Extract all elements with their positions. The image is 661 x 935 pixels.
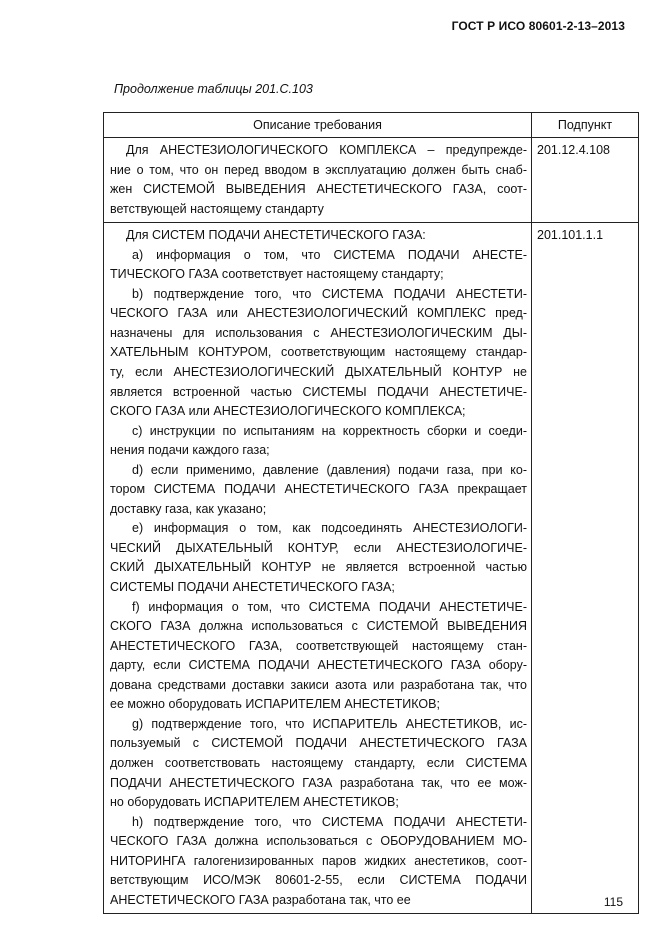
requirement-text-line: является встроенной частью СИСТЕМЫ ПОДАЧИ АНЕСТЕТИЧЕ-: [110, 384, 527, 399]
requirement-text-line: назначены для использования с АНЕСТЕЗИОЛОГИЧЕСКИМ ДЫ-: [110, 325, 527, 340]
requirement-text-line: должен соответствовать настоящему стандарту, если СИСТЕМА: [110, 755, 527, 770]
requirement-text-line: ХАТЕЛЬНЫМ КОНТУРОМ, соответствующим настоящему стандар-: [110, 345, 527, 360]
table-header-row: [104, 113, 639, 138]
requirement-text-line: но оборудовать ИСПАРИТЕЛЕМ АНЕСТЕТИКОВ;: [110, 795, 399, 810]
requirement-text-line: c) инструкции по испытаниям на корректность сборки и соеди-: [132, 423, 527, 438]
requirement-text-line: жен СИСТЕМОЙ ВЫВЕДЕНИЯ АНЕСТЕТИЧЕСКОГО ГАЗА, соот-: [110, 182, 527, 197]
requirement-text-line: ее можно оборудовать ИСПАРИТЕЛЕМ АНЕСТЕТИКОВ;: [110, 697, 440, 712]
requirement-text-line: ЧЕСКИЙ ДЫХАТЕЛЬНЫЙ КОНТУР, если АНЕСТЕЗИОЛОГИЧЕ-: [110, 540, 527, 555]
requirement-text-line: нения подачи каждого газа;: [110, 443, 270, 458]
requirement-description-cell: [104, 223, 532, 914]
clause-cell: [532, 223, 639, 914]
requirement-description-cell: [104, 138, 532, 223]
requirement-text-line: ПОДАЧИ АНЕСТЕТИЧЕСКОГО ГАЗА разработана так, что ее мож-: [110, 775, 527, 790]
requirement-text-line: ветствующей настоящему стандарту: [110, 201, 324, 216]
requirement-text-line: Для СИСТЕМ ПОДАЧИ АНЕСТЕТИЧЕСКОГО ГАЗА:: [126, 228, 426, 243]
column-header-description: Описание требования: [104, 113, 532, 138]
column-header-clause: Подпункт: [532, 113, 639, 138]
requirement-text-line: g) подтверждение того, что ИСПАРИТЕЛЬ АНЕСТЕТИКОВ, ис-: [132, 716, 527, 731]
requirement-text-line: дарту, если СИСТЕМА ПОДАЧИ АНЕСТЕТИЧЕСКОГО ГАЗА обору-: [110, 658, 527, 673]
requirement-text-line: НИТОРИНГА галогенизированных паров жидких анестетиков, соот-: [110, 853, 527, 868]
requirement-text-line: АНЕСТЕТИЧЕСКОГО ГАЗА, соответствующей настоящему стан-: [110, 638, 527, 653]
requirement-text-line: ветствующим ИСО/МЭК 80601-2-55, если СИСТЕМА ПОДАЧИ: [110, 873, 527, 888]
requirement-text-line: h) подтверждение того, что СИСТЕМА ПОДАЧИ АНЕСТЕТИ-: [132, 814, 527, 829]
clause-number: 201.12.4.108: [537, 143, 610, 157]
requirement-text-line: d) если применимо, давление (давления) подачи газа, при ко-: [132, 462, 527, 477]
requirement-text-line: ние о том, что он перед вводом в эксплуатацию должен быть снаб-: [110, 162, 527, 177]
table-row: [104, 223, 639, 914]
requirement-text-line: f) информация о том, что СИСТЕМА ПОДАЧИ АНЕСТЕТИЧЕ-: [132, 599, 527, 614]
table-continuation-label: Продолжение таблицы 201.С.103: [114, 82, 313, 96]
requirement-text-line: АНЕСТЕТИЧЕСКОГО ГАЗА разработана так, что ее: [110, 892, 411, 907]
requirement-text-line: дована средствами доставки закиси азота или разработана так, что: [110, 677, 527, 692]
requirement-text-line: СКИЙ ДЫХАТЕЛЬНЫЙ КОНТУР не является встроенной частью: [110, 560, 527, 575]
requirement-text-line: ту, если АНЕСТЕЗИОЛОГИЧЕСКИЙ ДЫХАТЕЛЬНЫЙ КОНТУР не: [110, 365, 527, 380]
requirement-text-line: доставку газа, как указано;: [110, 501, 267, 516]
requirement-text-line: СИСТЕМЫ ПОДАЧИ АНЕСТЕТИЧЕСКОГО ГАЗА;: [110, 580, 395, 595]
requirement-text-line: ЧЕСКОГО ГАЗА или АНЕСТЕЗИОЛОГИЧЕСКИЙ КОМПЛЕКС пред-: [110, 306, 527, 321]
requirements-table: [103, 112, 639, 914]
requirement-text-line: a) информация о том, что СИСТЕМА ПОДАЧИ АНЕСТЕ-: [132, 247, 527, 262]
requirement-text-line: ТИЧЕСКОГО ГАЗА соответствует настоящему стандарту;: [110, 267, 444, 282]
requirement-text-line: пользуемый с СИСТЕМОЙ ПОДАЧИ АНЕСТЕТИЧЕСКОГО ГАЗА: [110, 736, 527, 751]
requirement-text-line: тором СИСТЕМА ПОДАЧИ АНЕСТЕТИЧЕСКОГО ГАЗА прекращает: [110, 482, 527, 497]
clause-cell: [532, 138, 639, 223]
requirement-text-line: Для АНЕСТЕЗИОЛОГИЧЕСКОГО КОМПЛЕКСА – предупрежде-: [126, 143, 527, 157]
clause-number: 201.101.1.1: [537, 228, 604, 243]
table-row: [104, 138, 639, 223]
requirement-text-line: b) подтверждение того, что СИСТЕМА ПОДАЧИ АНЕСТЕТИ-: [132, 286, 527, 301]
requirement-text-line: e) информация о том, как подсоединять АНЕСТЕЗИОЛОГИ-: [132, 521, 527, 536]
requirement-text-line: СКОГО ГАЗА или АНЕСТЕЗИОЛОГИЧЕСКОГО КОМПЛЕКСА;: [110, 404, 466, 419]
requirement-text-line: ЧЕСКОГО ГАЗА должна использоваться с ОБОРУДОВАНИЕМ МО-: [110, 834, 527, 849]
document-code: ГОСТ Р ИСО 80601-2-13–2013: [451, 19, 625, 33]
page-number: 115: [603, 895, 623, 909]
requirement-text-line: СКОГО ГАЗА должна использоваться с СИСТЕМОЙ ВЫВЕДЕНИЯ: [110, 619, 527, 634]
